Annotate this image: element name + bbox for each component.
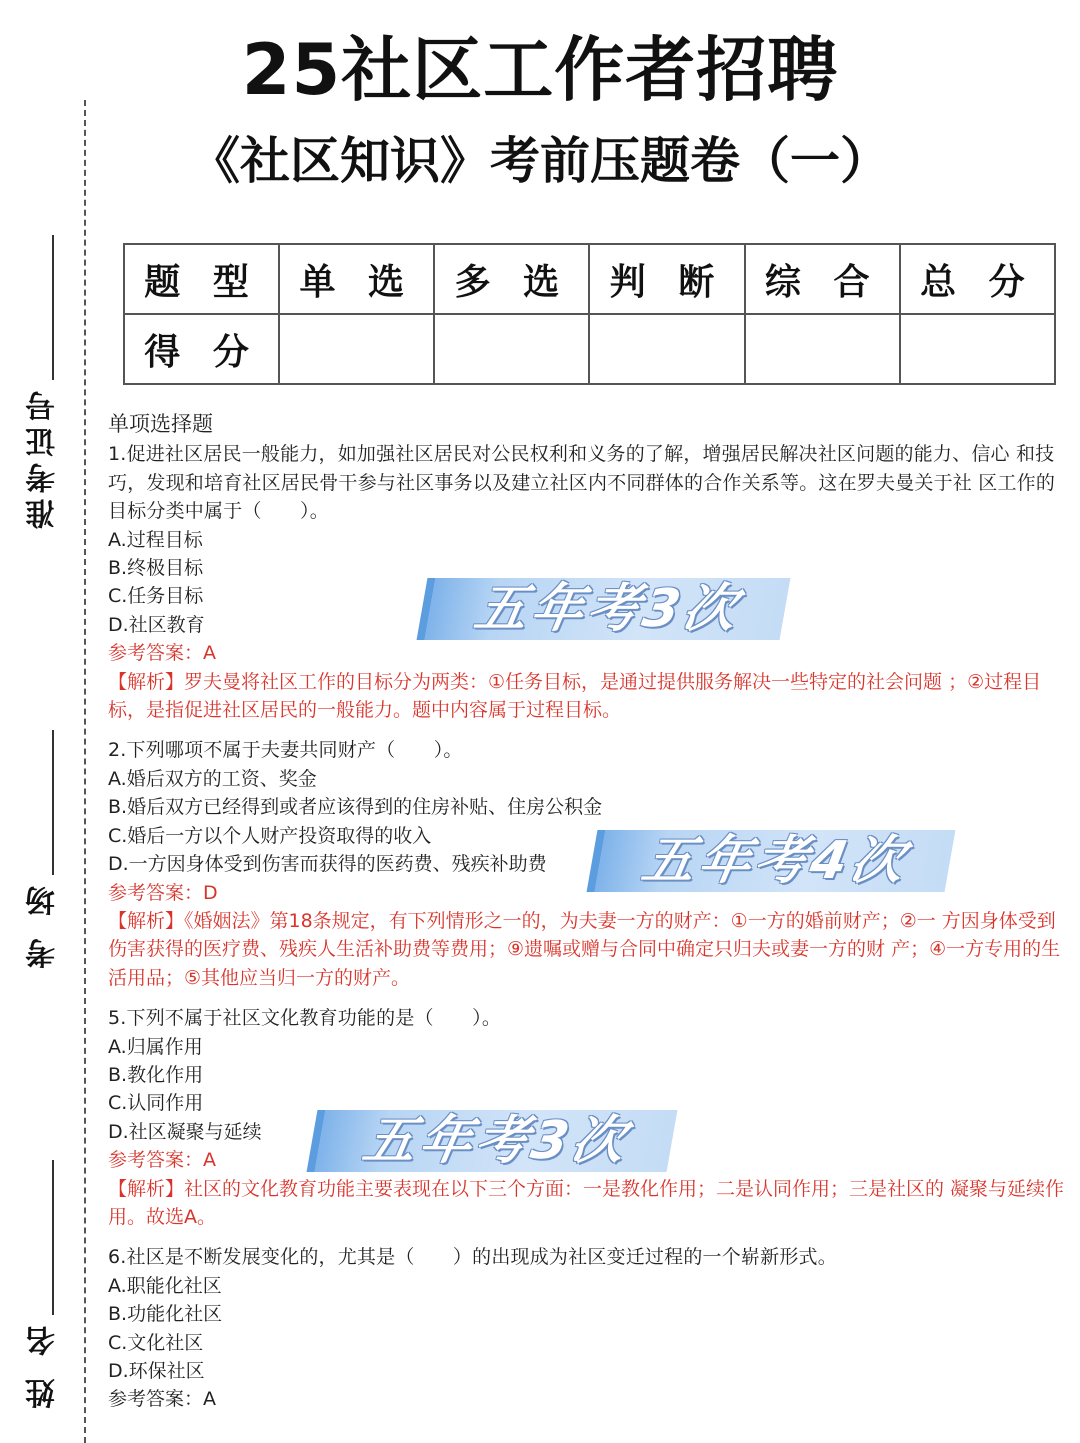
- score-table-score-row: [124, 314, 1055, 384]
- score-header-type: 题 型: [124, 244, 279, 314]
- question-6: [108, 1243, 1068, 1413]
- option-d: D.社区凝聚与延续: [108, 1120, 262, 1143]
- side-field-name: [22, 1320, 70, 1408]
- analysis-text: 【解析】《婚姻法》第18条规定，有下列情形之一的，为夫妻一方的财产：①一方的婚前财产；②一 方因身体受到伤害获得的医疗费、残疾人生活补助费等费用；⑨遗嘱或赠与合同中确定只归夫或妻一方的财 产；④一方专用的生活用品；⑤其他应当归一方的财产。: [108, 909, 1061, 989]
- frequency-badge: [417, 578, 791, 640]
- frequency-badge: [307, 1110, 678, 1172]
- question-stem: 6.社区是不断发展变化的，尤其是（ ）的出现成为社区变迁过程的一个崭新形式。: [108, 1246, 837, 1269]
- option-d: D.社区教育: [108, 613, 205, 636]
- score-table: [123, 243, 1056, 385]
- side-field-exam-number: [22, 385, 70, 529]
- side-line-name: [52, 1160, 54, 1315]
- answer-text: 参考答案：A: [108, 1388, 216, 1411]
- option-b: B.婚后双方已经得到或者应该得到的住房补贴、住房公积金: [108, 796, 603, 819]
- score-cell-judge[interactable]: [589, 314, 744, 384]
- page-title: 25社区工作者招聘: [241, 29, 839, 111]
- question-content: [108, 410, 1068, 1414]
- analysis-text: 【解析】罗夫曼将社区工作的目标分为两类：①任务目标，是通过提供服务解决一些特定的社会问题 ；②过程目标，是指促进社区居民的一般能力。题中内容属于过程目标。: [108, 670, 1042, 722]
- option-b: B.功能化社区: [108, 1303, 223, 1326]
- score-cell-multi[interactable]: [434, 314, 589, 384]
- question-stem: 5.下列不属于社区文化教育功能的是（ ）。: [108, 1007, 502, 1030]
- option-a: A.婚后双方的工资、奖金: [108, 767, 317, 790]
- side-field-exam-room: [22, 880, 70, 968]
- score-header-judge: 判 断: [589, 244, 744, 314]
- side-label-exam-room: 考 场: [26, 880, 61, 969]
- question-stem: 2.下列哪项不属于夫妻共同财产（ ）。: [108, 739, 463, 762]
- option-b: B.教化作用: [108, 1063, 204, 1086]
- option-b: B.终极目标: [108, 557, 204, 580]
- option-a: A.职能化社区: [108, 1274, 222, 1297]
- score-header-multi: 多 选: [434, 244, 589, 314]
- binding-dashed-line: [84, 100, 86, 1443]
- score-header-total: 总 分: [900, 244, 1055, 314]
- option-d: D.环保社区: [108, 1360, 205, 1382]
- frequency-badge: [587, 830, 956, 892]
- score-row-label: 得 分: [124, 314, 279, 384]
- page-subtitle: 《社区知识》考前压题卷（一）: [190, 132, 890, 190]
- side-label-name: 姓 名: [26, 1320, 61, 1409]
- option-c: C.婚后一方以个人财产投资取得的收入: [108, 824, 432, 847]
- frequency-badge-text: 五年考4次: [637, 831, 913, 891]
- option-d: D.一方因身体受到伤害而获得的医药费、残疾补助费: [108, 853, 547, 876]
- frequency-badge-text: 五年考3次: [358, 1111, 634, 1171]
- analysis-text: 【解析】社区的文化教育功能主要表现在以下三个方面：一是教化作用；二是认同作用；三是社区的 凝聚与延续作用。故选A。: [108, 1177, 1065, 1228]
- score-cell-total[interactable]: [900, 314, 1055, 384]
- option-c: C.任务目标: [108, 585, 204, 608]
- question-stem: 1.促进社区居民一般能力，如加强社区居民对公民权利和义务的了解，增强居民解决社区问题的能力、信心 和技巧，发现和培育社区居民骨干参与社区事务以及建立社区内不同群体的合作关系等。这在罗夫曼关于社 区工作的目标分类中属于（ ）。: [108, 443, 1056, 523]
- score-table-header-row: [124, 244, 1055, 314]
- answer-text: 参考答案：D: [108, 881, 218, 904]
- option-a: A.过程目标: [108, 528, 203, 551]
- option-c: C.文化社区: [108, 1331, 204, 1354]
- score-header-single: 单 选: [279, 244, 434, 314]
- frequency-badge-text: 五年考3次: [470, 579, 745, 639]
- option-c: C.认同作用: [108, 1092, 204, 1115]
- section-title: 单项选择题: [108, 412, 213, 436]
- option-a: A.归属作用: [108, 1035, 203, 1058]
- side-line-exam-number: [52, 235, 54, 380]
- answer-text: 参考答案：A: [108, 642, 216, 665]
- side-label-exam-number: 准考证号: [26, 385, 61, 529]
- score-cell-comprehensive[interactable]: [745, 314, 900, 384]
- side-line-exam-room: [52, 730, 54, 875]
- score-header-comprehensive: 综 合: [745, 244, 900, 314]
- score-cell-single[interactable]: [279, 314, 434, 384]
- answer-text: 参考答案：A: [108, 1149, 216, 1172]
